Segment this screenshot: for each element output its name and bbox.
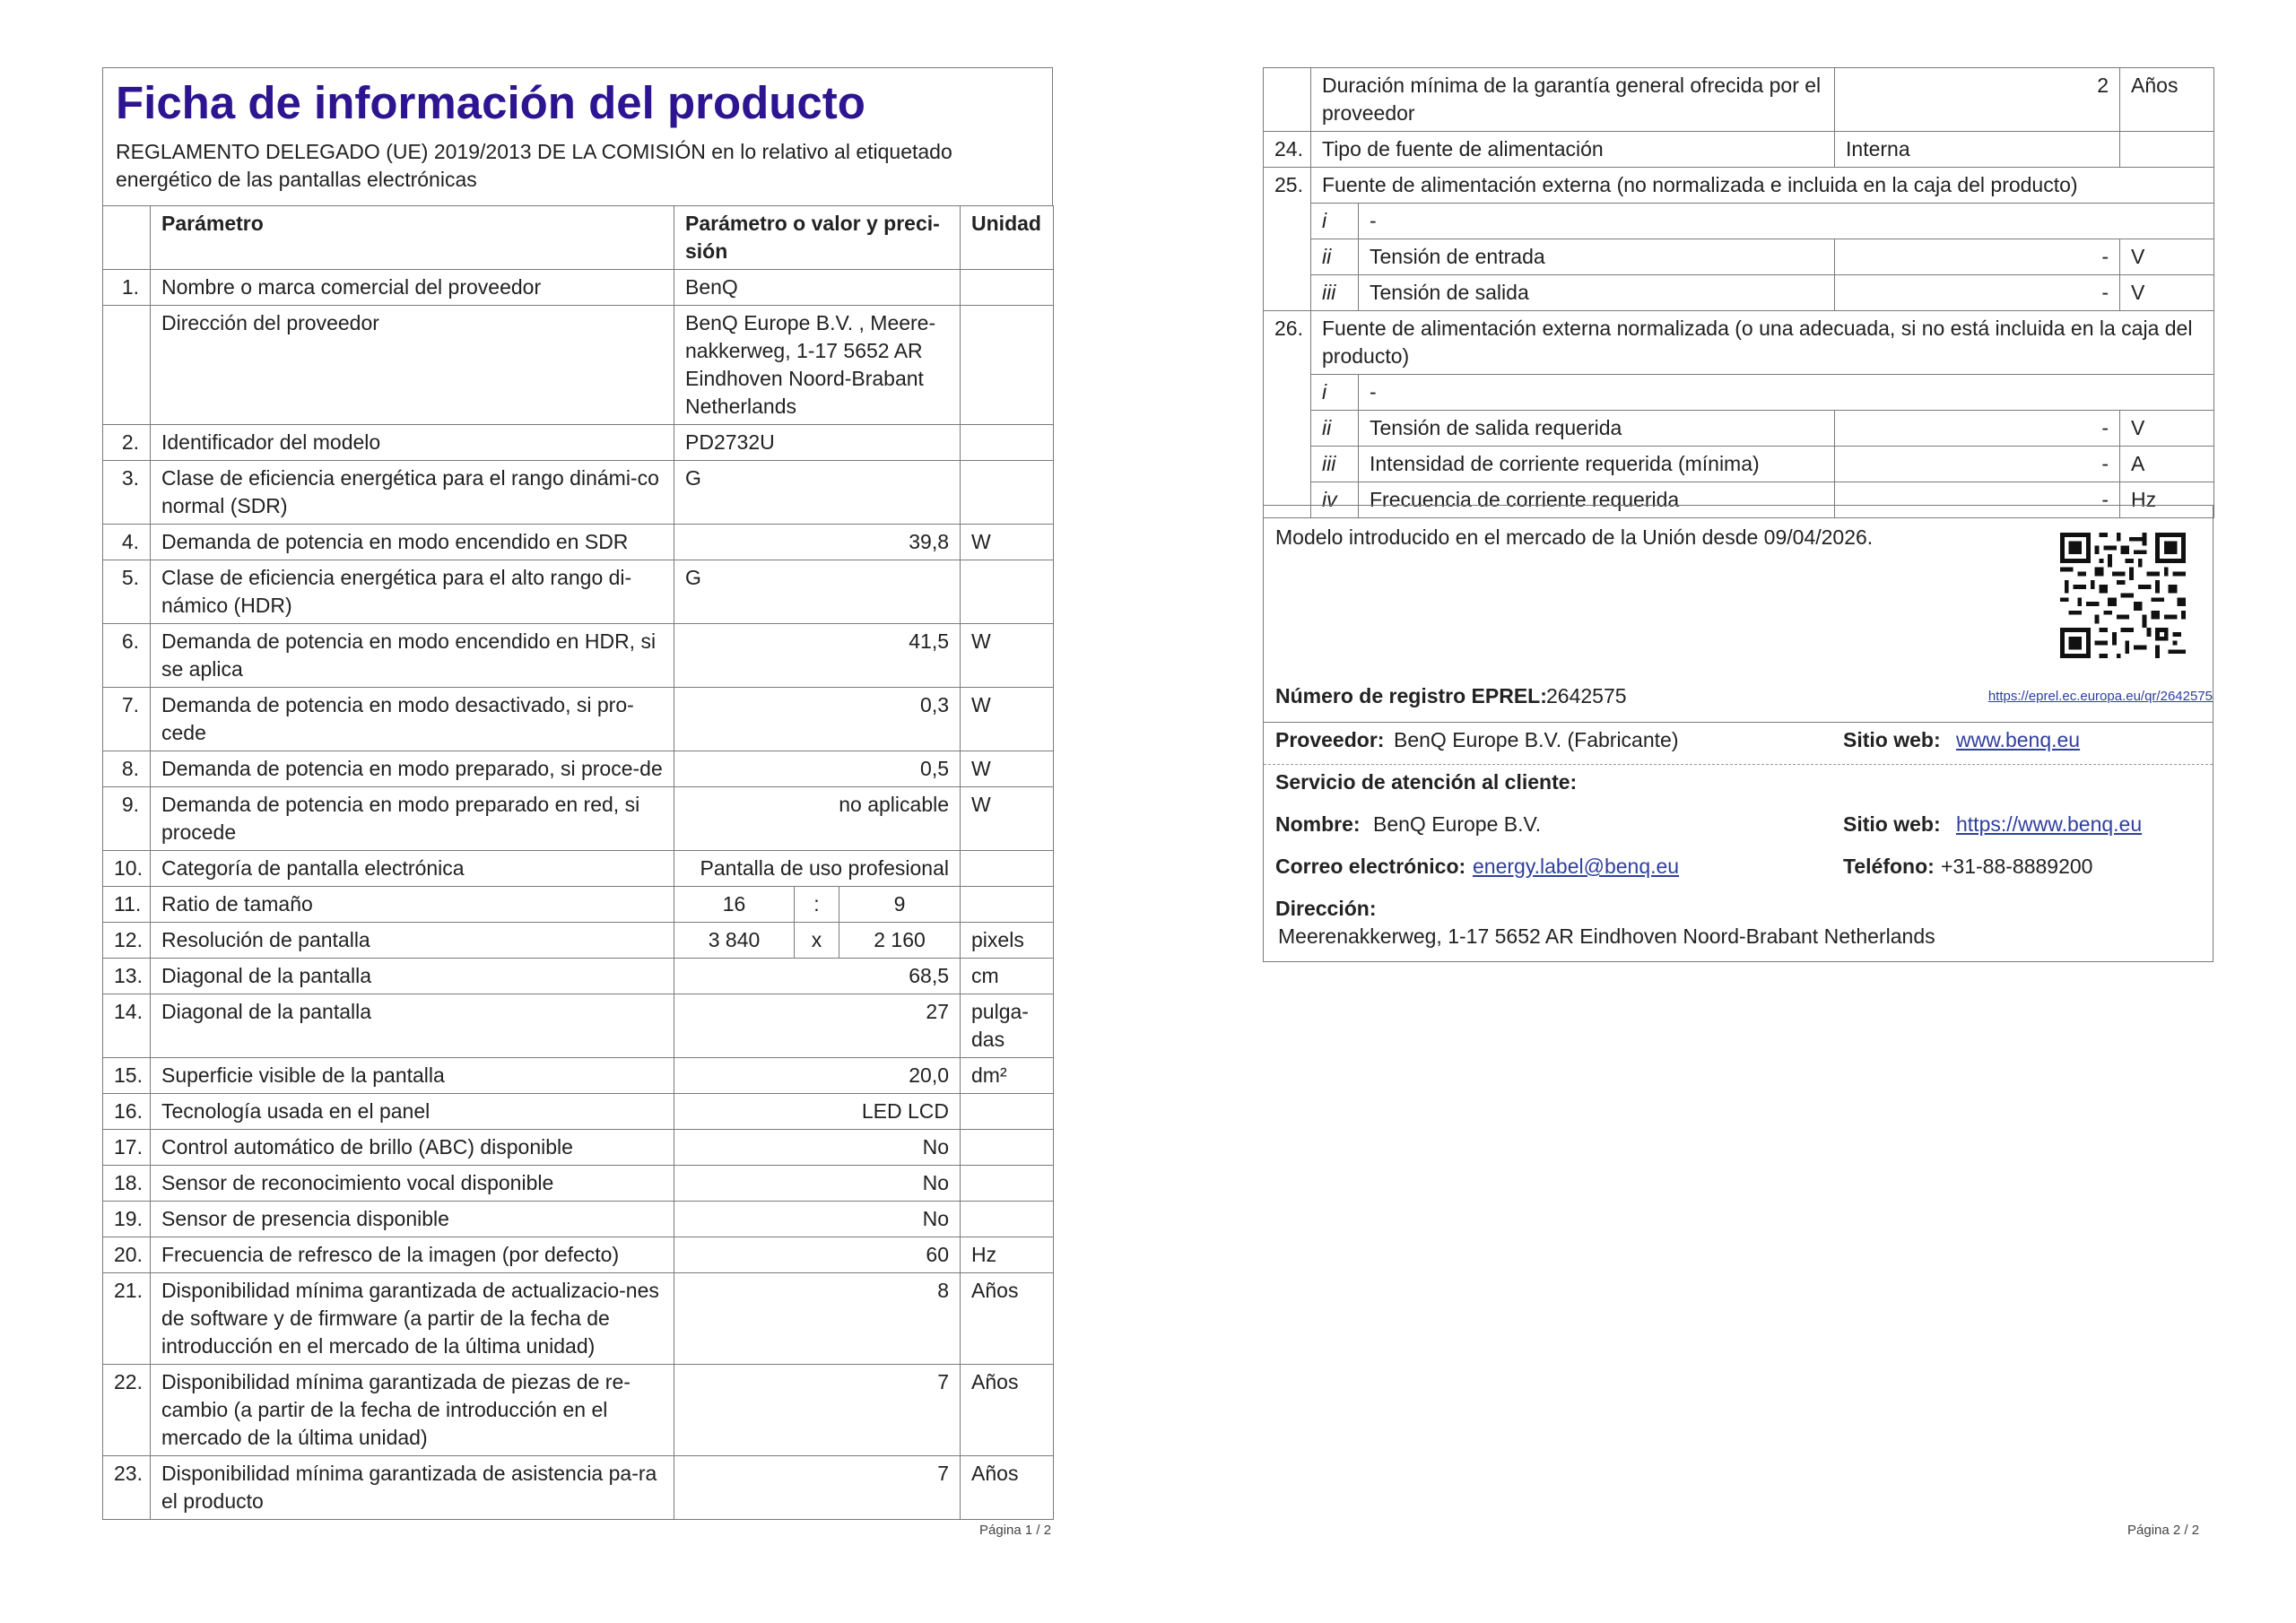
service-website-link[interactable]: https://www.benq.eu	[1956, 812, 2143, 836]
row-value: 8	[674, 1273, 961, 1365]
header-value: Parámetro o valor y preci-sión	[674, 206, 961, 270]
row-unit	[2120, 132, 2214, 168]
row-parameter: Demanda de potencia en modo encendido en HDR, si se aplica	[151, 624, 674, 688]
subrow-index: ii	[1311, 239, 1359, 275]
table-subrow	[1264, 411, 2214, 447]
row-number: 3.	[103, 461, 151, 525]
table-header-row	[103, 206, 1054, 270]
row-parameter: Diagonal de la pantalla	[151, 959, 674, 994]
row-number: 23.	[103, 1456, 151, 1520]
row-unit: W	[961, 688, 1054, 751]
subrow-parameter: Tensión de entrada	[1359, 239, 1835, 275]
table-row	[103, 525, 1054, 560]
row-number	[1264, 68, 1311, 132]
table-row	[103, 1456, 1054, 1520]
subrow-parameter: Intensidad de corriente requerida (mínima)	[1359, 447, 1835, 482]
row-unit: W	[961, 787, 1054, 851]
table-row	[103, 560, 1054, 624]
row-number: 24.	[1264, 132, 1311, 168]
row-parameter: Clase de eficiencia energética para el alto rango di-námico (HDR)	[151, 560, 674, 624]
eprel-label: Número de registro EPREL:	[1275, 684, 1547, 707]
row-parameter: Disponibilidad mínima garantizada de asistencia pa-ra el producto	[151, 1456, 674, 1520]
row-number: 26.	[1264, 311, 1311, 518]
row-unit: W	[961, 751, 1054, 787]
subrow-parameter: -	[1359, 204, 2214, 239]
row-number: 8.	[103, 751, 151, 787]
title-box	[102, 67, 1053, 205]
subrow-value: -	[1835, 482, 2120, 518]
row-parameter: Superficie visible de la pantalla	[151, 1058, 674, 1094]
supplier-value: BenQ Europe B.V. (Fabricante)	[1394, 728, 1679, 751]
row-number: 22.	[103, 1365, 151, 1456]
row-value: 39,8	[674, 525, 961, 560]
row-number: 25.	[1264, 168, 1311, 311]
row-number: 6.	[103, 624, 151, 688]
row-unit	[961, 1166, 1054, 1202]
table-row	[103, 1094, 1054, 1130]
row-number	[103, 306, 151, 425]
row-number: 11.	[103, 887, 151, 923]
row-unit: dm²	[961, 1058, 1054, 1094]
row-number: 17.	[103, 1130, 151, 1166]
resolution-separator: x	[795, 923, 839, 959]
row-value: 0,5	[674, 751, 961, 787]
customer-service-title: Servicio de atención al cliente:	[1275, 770, 1578, 794]
row-number: 18.	[103, 1166, 151, 1202]
row-value: 60	[674, 1237, 961, 1273]
table-row	[103, 688, 1054, 751]
row-unit: W	[961, 624, 1054, 688]
header-parameter: Parámetro	[151, 206, 674, 270]
row-parameter: Control automático de brillo (ABC) disponible	[151, 1130, 674, 1166]
row-value: LED LCD	[674, 1094, 961, 1130]
table-row	[103, 1237, 1054, 1273]
table-subrow	[1264, 275, 2214, 311]
row-unit: cm	[961, 959, 1054, 994]
row-number: 13.	[103, 959, 151, 994]
row-unit: Años	[961, 1273, 1054, 1365]
page-2	[1148, 0, 2296, 1623]
continuation-table	[1263, 67, 2214, 518]
row-value: BenQ	[674, 270, 961, 306]
row-parameter: Disponibilidad mínima garantizada de actualizacio-nes de software y de firmware (a partir de la fecha de introducción en el mercado de la última unidad)	[151, 1273, 674, 1365]
table-row	[1264, 311, 2214, 375]
email-link[interactable]: energy.label@benq.eu	[1473, 855, 1680, 878]
subrow-unit: A	[2120, 447, 2214, 482]
row-value: PD2732U	[674, 425, 961, 461]
page-footer: Página 2 / 2	[2127, 1523, 2200, 1538]
subrow-parameter: Tensión de salida	[1359, 275, 1835, 311]
row-parameter: Tipo de fuente de alimentación	[1311, 132, 1835, 168]
row-parameter: Identificador del modelo	[151, 425, 674, 461]
ratio-height: 9	[839, 887, 961, 923]
name-value: BenQ Europe B.V.	[1373, 812, 1542, 836]
row-number: 10.	[103, 851, 151, 887]
row-unit: Hz	[961, 1237, 1054, 1273]
row-unit	[961, 851, 1054, 887]
row-parameter: Demanda de potencia en modo preparado en red, si procede	[151, 787, 674, 851]
table-subrow	[1264, 239, 2214, 275]
row-parameter: Frecuencia de refresco de la imagen (por defecto)	[151, 1237, 674, 1273]
row-parameter: Demanda de potencia en modo desactivado, si pro-cede	[151, 688, 674, 751]
row-number: 2.	[103, 425, 151, 461]
row-unit	[961, 270, 1054, 306]
table-row	[103, 851, 1054, 887]
table-row	[103, 787, 1054, 851]
row-number: 21.	[103, 1273, 151, 1365]
subrow-index: iv	[1311, 482, 1359, 518]
table-row	[1264, 68, 2214, 132]
row-unit: Años	[961, 1365, 1054, 1456]
row-value: BenQ Europe B.V. , Meere-nakkerweg, 1-17 5652 AR Eindhoven Noord-Brabant Netherlands	[674, 306, 961, 425]
row-parameter: Fuente de alimentación externa (no normalizada e incluida en la caja del producto)	[1311, 168, 2214, 204]
row-parameter: Ratio de tamaño	[151, 887, 674, 923]
table-row	[103, 270, 1054, 306]
row-unit: Años	[2120, 68, 2214, 132]
phone-value: +31-88-8889200	[1941, 855, 2093, 878]
row-number: 16.	[103, 1094, 151, 1130]
subrow-unit: V	[2120, 275, 2214, 311]
row-parameter: Sensor de presencia disponible	[151, 1202, 674, 1237]
row-unit	[961, 306, 1054, 425]
row-value: No	[674, 1130, 961, 1166]
row-parameter: Diagonal de la pantalla	[151, 994, 674, 1058]
resolution-height: 2 160	[839, 923, 961, 959]
row-value: no aplicable	[674, 787, 961, 851]
row-parameter: Sensor de reconocimiento vocal disponible	[151, 1166, 674, 1202]
row-value: Pantalla de uso profesional	[674, 851, 961, 887]
row-value: 41,5	[674, 624, 961, 688]
row-number: 1.	[103, 270, 151, 306]
name-label: Nombre:	[1275, 812, 1361, 836]
table-row	[103, 751, 1054, 787]
row-value: 27	[674, 994, 961, 1058]
row-value: 2	[1835, 68, 2120, 132]
row-parameter: Categoría de pantalla electrónica	[151, 851, 674, 887]
row-unit: Años	[961, 1456, 1054, 1520]
subrow-value: -	[1835, 275, 2120, 311]
address-value: Meerenakkerweg, 1-17 5652 AR Eindhoven Noord-Brabant Netherlands	[1278, 924, 1935, 948]
subrow-index: i	[1311, 204, 1359, 239]
eprel-link[interactable]: https://eprel.ec.europa.eu/qr/2642575	[1987, 689, 2213, 704]
row-parameter: Disponibilidad mínima garantizada de piezas de re-cambio (a partir de la fecha de introducción en el mercado de la última unidad)	[151, 1365, 674, 1456]
row-value: 7	[674, 1456, 961, 1520]
row-value: Interna	[1835, 132, 2120, 168]
row-parameter: Fuente de alimentación externa normalizada (o una adecuada, si no está incluida en la caja del producto)	[1311, 311, 2214, 375]
table-row	[103, 1166, 1054, 1202]
row-value: 20,0	[674, 1058, 961, 1094]
eprel-info-box	[1263, 505, 2213, 962]
page-footer: Página 1 / 2	[979, 1523, 1052, 1538]
row-unit	[961, 1130, 1054, 1166]
table-subrow	[1264, 447, 2214, 482]
table-row	[103, 959, 1054, 994]
table-row	[103, 1130, 1054, 1166]
row-value: No	[674, 1202, 961, 1237]
row-unit	[961, 1202, 1054, 1237]
table-row	[103, 1273, 1054, 1365]
row-value: G	[674, 560, 961, 624]
row-number: 12.	[103, 923, 151, 959]
row-parameter: Clase de eficiencia energética para el rango dinámi-co normal (SDR)	[151, 461, 674, 525]
eprel-number: 2642575	[1546, 684, 1627, 707]
row-number: 15.	[103, 1058, 151, 1094]
qr-code-icon[interactable]	[2060, 533, 2186, 658]
dashed-divider	[1264, 764, 2213, 765]
resolution-width: 3 840	[674, 923, 795, 959]
table-row	[103, 994, 1054, 1058]
row-number: 14.	[103, 994, 151, 1058]
table-row	[103, 306, 1054, 425]
page-title: Ficha de información del producto	[116, 77, 865, 128]
table-row	[103, 1202, 1054, 1237]
subrow-index: ii	[1311, 411, 1359, 447]
row-unit: pixels	[961, 923, 1054, 959]
subrow-unit: Hz	[2120, 482, 2214, 518]
service-website-label: Sitio web:	[1843, 812, 1941, 836]
supplier-label: Proveedor:	[1275, 728, 1385, 751]
subrow-parameter: Tensión de salida requerida	[1359, 411, 1835, 447]
row-unit: W	[961, 525, 1054, 560]
row-value: No	[674, 1166, 961, 1202]
table-subrow	[1264, 204, 2214, 239]
header-unit: Unidad	[961, 206, 1054, 270]
row-parameter: Demanda de potencia en modo preparado, si proce-de	[151, 751, 674, 787]
divider	[1264, 722, 2213, 723]
row-value: 7	[674, 1365, 961, 1456]
table-row	[103, 425, 1054, 461]
row-number: 5.	[103, 560, 151, 624]
subrow-value: -	[1835, 447, 2120, 482]
subrow-parameter: Frecuencia de corriente requerida	[1359, 482, 1835, 518]
subrow-value: -	[1835, 239, 2120, 275]
row-unit	[961, 887, 1054, 923]
parameter-table	[102, 205, 1054, 1520]
row-unit	[961, 1094, 1054, 1130]
row-unit	[961, 560, 1054, 624]
ratio-separator: :	[795, 887, 839, 923]
subrow-index: iii	[1311, 447, 1359, 482]
table-row	[103, 624, 1054, 688]
subrow-value: -	[1835, 411, 2120, 447]
row-parameter: Demanda de potencia en modo encendido en SDR	[151, 525, 674, 560]
subrow-parameter: -	[1359, 375, 2214, 411]
table-row	[1264, 168, 2214, 204]
row-unit	[961, 461, 1054, 525]
table-row	[103, 1365, 1054, 1456]
website-link[interactable]: www.benq.eu	[1956, 728, 2081, 751]
subrow-unit: V	[2120, 239, 2214, 275]
row-parameter: Resolución de pantalla	[151, 923, 674, 959]
address-label: Dirección:	[1275, 897, 1377, 920]
row-parameter: Dirección del proveedor	[151, 306, 674, 425]
subrow-index: i	[1311, 375, 1359, 411]
table-row	[103, 923, 1054, 959]
regulation-text: REGLAMENTO DELEGADO (UE) 2019/2013 DE LA COMISIÓN en lo relativo al etiquetado energético de las pantallas electrónicas	[116, 140, 952, 191]
row-number: 20.	[103, 1237, 151, 1273]
table-row	[103, 461, 1054, 525]
row-unit: pulga-das	[961, 994, 1054, 1058]
ratio-width: 16	[674, 887, 795, 923]
row-unit	[961, 425, 1054, 461]
website-label: Sitio web:	[1843, 728, 1941, 751]
row-parameter: Nombre o marca comercial del proveedor	[151, 270, 674, 306]
table-row	[1264, 132, 2214, 168]
email-label: Correo electrónico:	[1275, 855, 1466, 878]
row-parameter: Tecnología usada en el panel	[151, 1094, 674, 1130]
subrow-unit: V	[2120, 411, 2214, 447]
subrow-index: iii	[1311, 275, 1359, 311]
row-value: 0,3	[674, 688, 961, 751]
table-row	[103, 1058, 1054, 1094]
row-value: 68,5	[674, 959, 961, 994]
phone-label: Teléfono:	[1843, 855, 1935, 878]
row-parameter: Duración mínima de la garantía general ofrecida por el proveedor	[1311, 68, 1835, 132]
row-number: 9.	[103, 787, 151, 851]
table-subrow	[1264, 375, 2214, 411]
row-number: 4.	[103, 525, 151, 560]
table-row	[103, 887, 1054, 923]
row-number: 19.	[103, 1202, 151, 1237]
row-number: 7.	[103, 688, 151, 751]
market-date-text: Modelo introducido en el mercado de la Unión desde 09/04/2026.	[1275, 525, 1874, 549]
row-value: G	[674, 461, 961, 525]
